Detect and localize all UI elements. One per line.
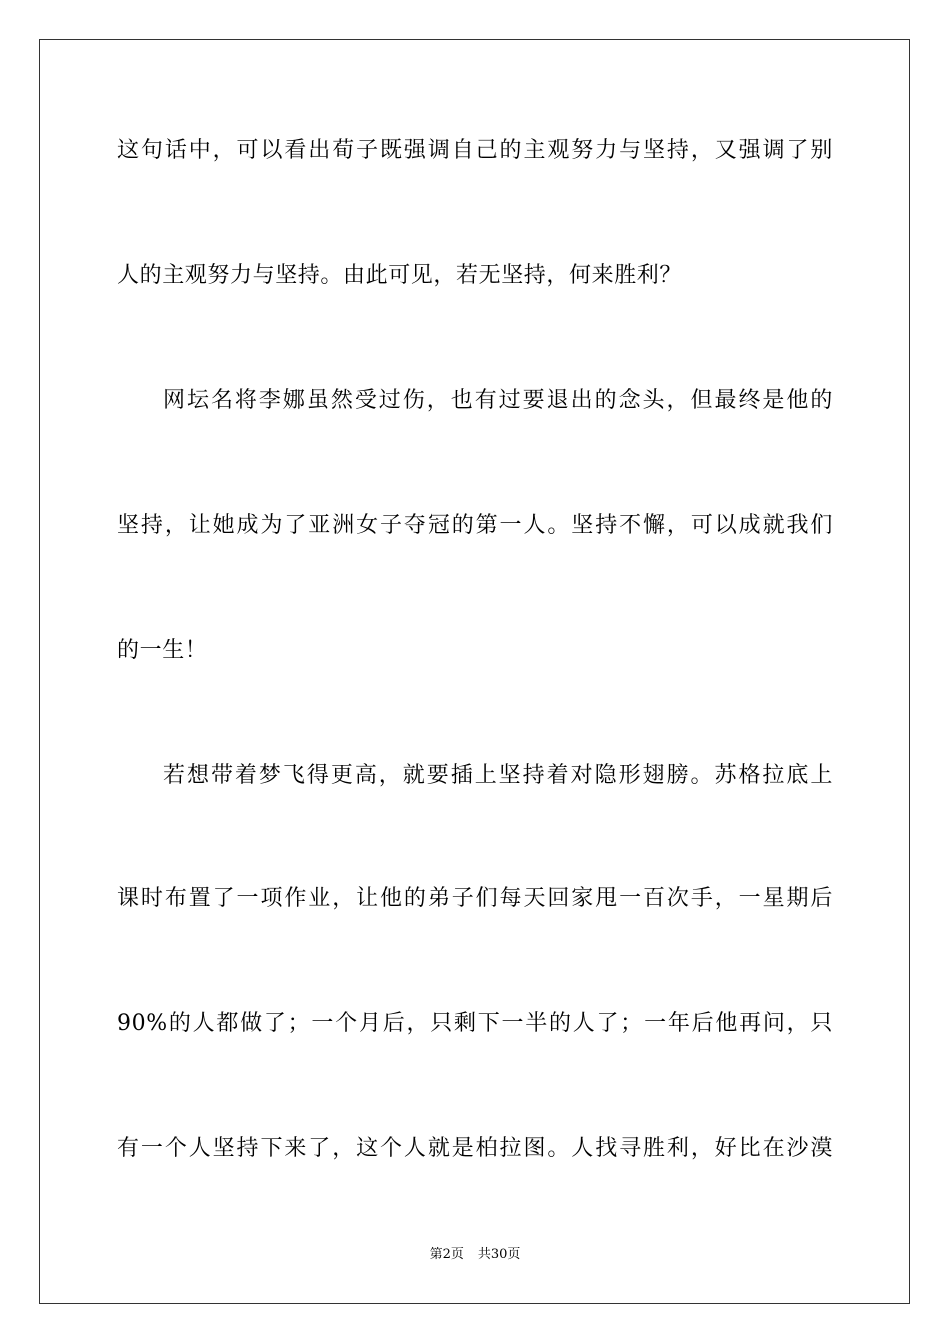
body-text-line: 网坛名将李娜虽然受过伤，也有过要退出的念头，但最终是他的 [163,388,833,413]
total-pages: 共30页 [477,1247,521,1262]
body-text-line: 课时布置了一项作业，让他的弟子们每天回家甩一百次手，一星期后 [117,886,833,911]
body-text-line: 的一生！ [117,638,208,663]
body-text-line: 有一个人坚持下来了，这个人就是柏拉图。人找寻胜利，好比在沙漠 [117,1136,833,1161]
page-footer [0,1246,950,1264]
body-text-line: 坚持，让她成为了亚洲女子夺冠的第一人。坚持不懈，可以成就我们 [117,513,833,538]
page-number: 第2页 [429,1247,464,1262]
body-text-line: 这句话中，可以看出荀子既强调自己的主观努力与坚持，又强调了别 [117,138,833,163]
body-text-line: 90%的人都做了；一个月后，只剩下一半的人了；一年后他再问，只 [117,1011,833,1036]
body-text-line: 若想带着梦飞得更高，就要插上坚持着对隐形翅膀。苏格拉底上 [163,763,833,788]
body-text-line: 人的主观努力与坚持。由此可见，若无坚持，何来胜利？ [117,263,683,288]
page-frame [39,39,910,1304]
